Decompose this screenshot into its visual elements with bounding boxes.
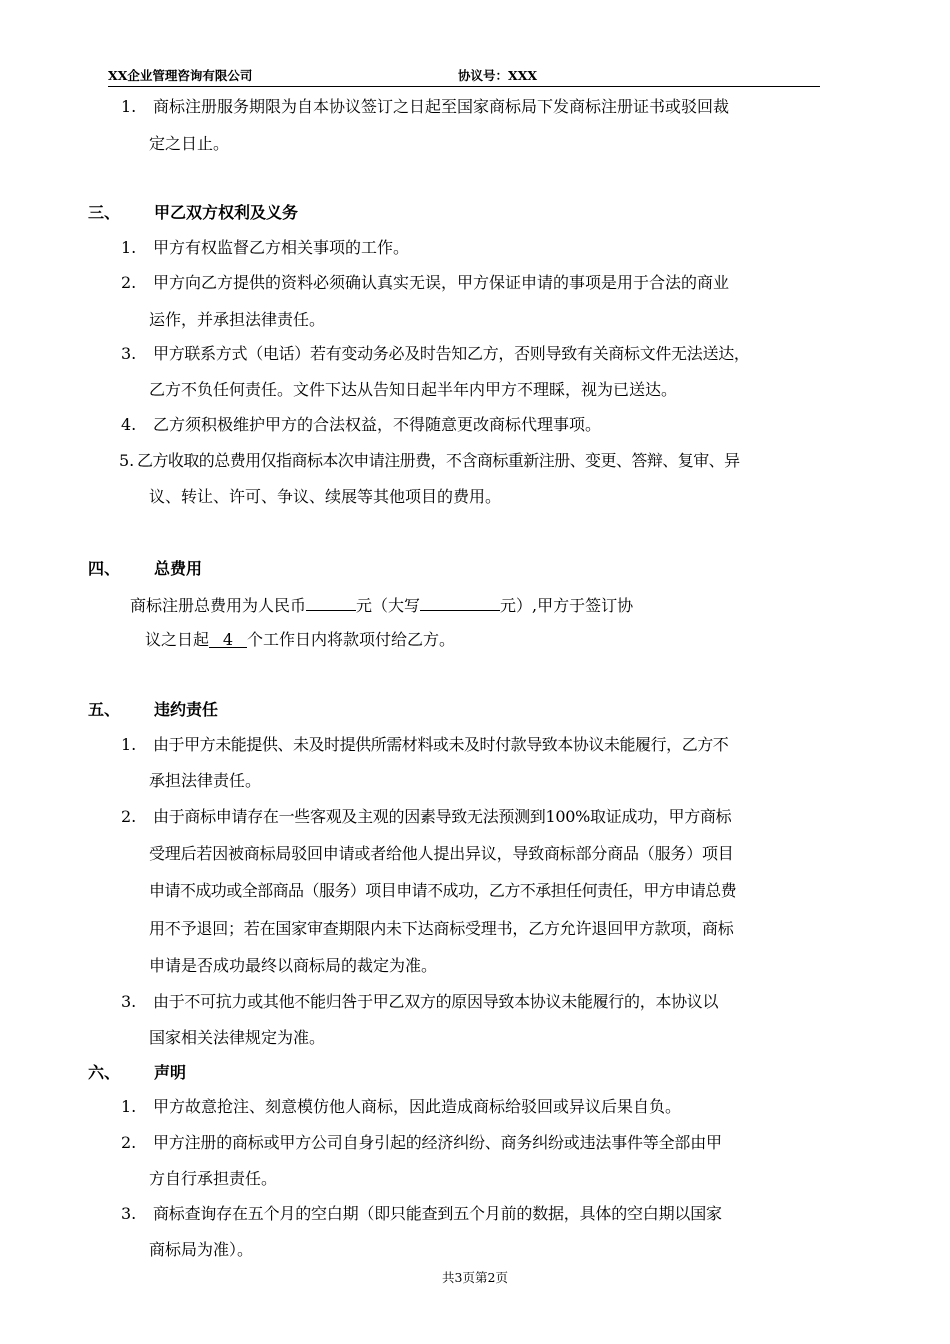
clause-text: 商标查询存在五个月的空白期（即只能查到五个月前的数据，具体的空白期以国家 <box>153 1204 722 1223</box>
clause-5-2-cont-4: 申请是否成功最终以商标局的裁定为准。 <box>149 956 438 975</box>
fee-text-e: 个工作日内将款项付给乙方。 <box>247 630 456 649</box>
header-company: XX企业管理咨询有限公司 <box>108 68 253 83</box>
fee-line-2 <box>145 629 455 651</box>
clause-number: 3. <box>121 1204 137 1223</box>
fee-text-d: 议之日起 <box>145 630 210 649</box>
clause-5-2-cont-3: 用不予退回；若在国家审查期限内未下达商标受理书，乙方允许退回甲方款项，商标 <box>149 919 734 938</box>
clause-6-2-cont: 方自行承担责任。 <box>149 1169 278 1188</box>
clause-number: 1. <box>121 735 137 754</box>
section-title: 甲乙双方权利及义务 <box>154 203 299 222</box>
clause-text: 甲方注册的商标或甲方公司自身引起的经济纠纷、商务纠纷或违法事件等全部由甲 <box>153 1133 722 1152</box>
clause-5-3-cont: 国家相关法律规定为准。 <box>149 1028 326 1047</box>
section-title: 总费用 <box>154 559 203 578</box>
clause-text: 由于商标申请存在一些客观及主观的因素导致无法预测到100%取证成功，甲方商标 <box>153 807 732 826</box>
clause-number: 2. <box>121 1133 137 1152</box>
clause-text: 由于甲方未能提供、未及时提供所需材料或未及时付款导致本协议未能履行，乙方不 <box>153 735 729 754</box>
clause-2-1-cont: 定之日止。 <box>149 134 230 153</box>
section-title: 违约责任 <box>154 700 219 719</box>
page-header <box>108 66 820 87</box>
fee-text-a: 商标注册总费用为人民币 <box>130 596 307 615</box>
clause-6-3-cont: 商标局为准）。 <box>149 1240 254 1259</box>
section-number: 三、 <box>88 203 121 222</box>
clause-number: 1. <box>121 238 137 257</box>
clause-text: 甲方有权监督乙方相关事项的工作。 <box>153 238 410 257</box>
section-number: 五、 <box>88 700 121 719</box>
clause-number: 1. <box>121 97 137 116</box>
clause-text: 由于不可抗力或其他不能归咎于甲乙双方的原因导致本协议未能履行的，本协议以 <box>153 992 719 1011</box>
clause-number: 4. <box>121 415 137 434</box>
fee-text-b: 元（大写 <box>356 596 421 615</box>
clause-text: 商标注册服务期限为自本协议签订之日起至国家商标局下发商标注册证书或驳回裁 <box>153 97 730 116</box>
page-footer: 共3页第2页 <box>442 1270 508 1285</box>
clause-text: 甲方故意抢注、刻意模仿他人商标，因此造成商标给驳回或异议后果自负。 <box>153 1097 682 1116</box>
clause-number: 2. <box>121 273 137 292</box>
section-number: 六、 <box>88 1063 121 1082</box>
clause-5-2-cont-1: 受理后若因被商标局驳回申请或者给他人提出异议，导致商标部分商品（服务）项目 <box>149 844 734 863</box>
clause-text: 乙方须积极维护甲方的合法权益，不得随意更改商标代理事项。 <box>153 415 602 434</box>
clause-3-2-cont: 运作，并承担法律责任。 <box>149 310 326 329</box>
clause-3-5-cont: 议、转让、许可、争议、续展等其他项目的费用。 <box>149 487 502 506</box>
fee-text-c: 元）,甲方于签订协 <box>500 596 634 615</box>
section-title: 声明 <box>154 1063 187 1082</box>
fee-amount-blank <box>306 592 356 611</box>
clause-number: 1. <box>121 1097 137 1116</box>
clause-number: 5. <box>119 451 135 470</box>
clause-5-2-cont-2: 申请不成功或全部商品（服务）项目申请不成功，乙方不承担任何责任，甲方申请总费 <box>149 881 737 900</box>
fee-amount-words-blank <box>420 592 500 611</box>
header-agreement-no: 协议号：XXX <box>458 68 538 83</box>
clause-number: 3. <box>121 992 137 1011</box>
clause-5-1-cont: 承担法律责任。 <box>149 771 262 790</box>
clause-number: 2. <box>121 807 137 826</box>
clause-3-3-cont: 乙方不负任何责任。文件下达从告知日起半年内甲方不理睬，视为已送达。 <box>149 380 678 399</box>
clause-text: 乙方收取的总费用仅指商标本次申请注册费，不含商标重新注册、变更、答辩、复审、异 <box>137 451 740 470</box>
clause-text: 甲方联系方式（电话）若有变动务必及时告知乙方，否则导致有关商标文件无法送达， <box>153 344 750 363</box>
clause-number: 3. <box>121 344 137 363</box>
fee-line-1 <box>130 592 633 617</box>
section-number: 四、 <box>88 559 121 578</box>
payment-days: 4 <box>209 629 247 648</box>
clause-text: 甲方向乙方提供的资料必须确认真实无误，甲方保证申请的事项是用于合法的商业 <box>153 273 730 292</box>
